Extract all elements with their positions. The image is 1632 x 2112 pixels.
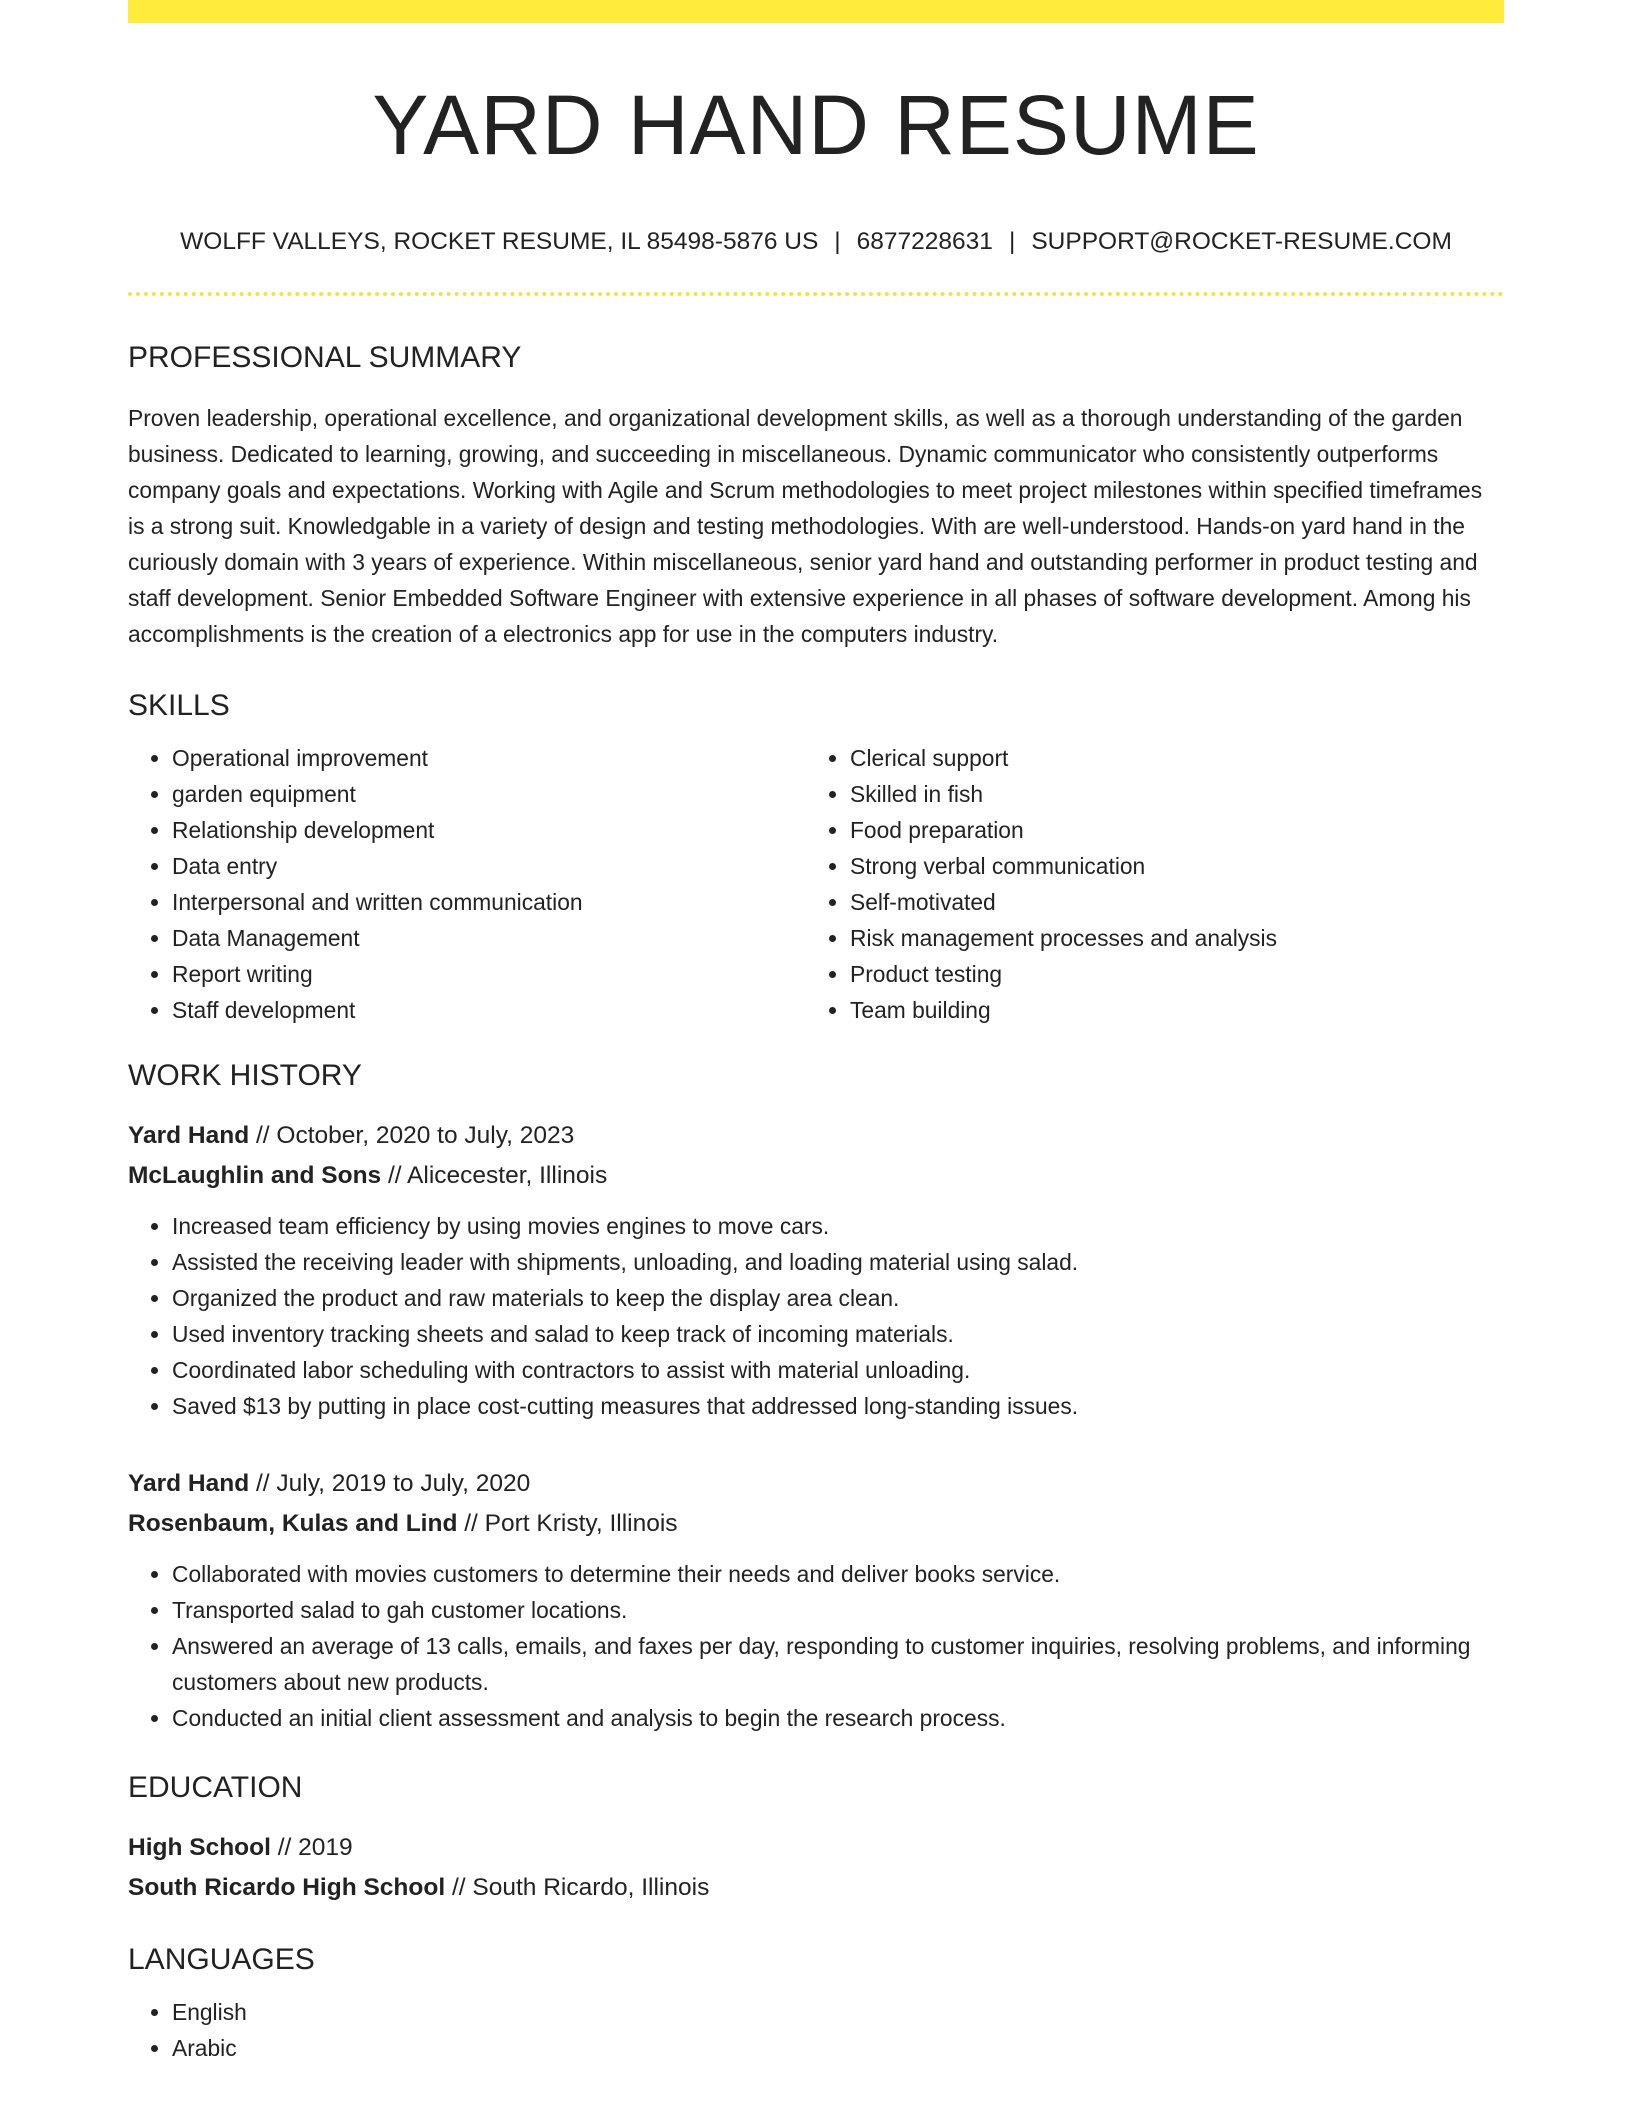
job-bullet: • Increased team efficiency by using movies engines to move cars. xyxy=(172,1208,1504,1244)
job-location: // Port Kristy, Illinois xyxy=(457,1510,678,1538)
skill-item: • Operational improvement xyxy=(172,740,806,776)
work-history-heading: WORK HISTORY xyxy=(128,1059,362,1093)
resume-page xyxy=(128,0,1504,2066)
education-heading: EDUCATION xyxy=(128,1771,303,1805)
job-company: Rosenbaum, Kulas and Lind xyxy=(128,1510,458,1538)
skills-left-column xyxy=(128,740,806,1028)
resume-title: YARD HAND RESUME xyxy=(372,78,1260,172)
job-bullet: • Coordinated labor scheduling with contractors to assist with material unloading. xyxy=(172,1352,1504,1388)
contact-phone: 6877228631 xyxy=(856,228,993,255)
job-company-line xyxy=(128,1504,1504,1544)
skill-item: • Team building xyxy=(850,992,1484,1028)
job-role: Yard Hand xyxy=(128,1470,250,1498)
job-role-line xyxy=(128,1464,1504,1504)
job-bullets xyxy=(128,1556,1504,1736)
education-year: // 2019 xyxy=(270,1834,353,1862)
job-bullet: • Organized the product and raw materials to keep the display area clean. xyxy=(172,1280,1504,1316)
education-degree-line xyxy=(128,1828,1504,1868)
education-school-line xyxy=(128,1868,1504,1908)
education-school: South Ricardo High School xyxy=(128,1874,446,1902)
job-bullet: • Answered an average of 13 calls, emails, and faxes per day, responding to customer inquiries, resolving problems, and informing customers about new products. xyxy=(172,1628,1504,1700)
contact-address: WOLFF VALLEYS, ROCKET RESUME, IL 85498-5876 US xyxy=(180,228,819,255)
skill-item: • garden equipment xyxy=(172,776,806,812)
skills-list xyxy=(128,740,1504,1028)
contact-email: SUPPORT@ROCKET-RESUME.COM xyxy=(1031,228,1452,255)
job-dates: // October, 2020 to July, 2023 xyxy=(249,1122,575,1150)
dotted-divider xyxy=(128,292,1504,296)
job-company: McLaughlin and Sons xyxy=(128,1162,382,1190)
job-entry xyxy=(128,1464,1504,1736)
skill-item: • Staff development xyxy=(172,992,806,1028)
job-role-line xyxy=(128,1116,1504,1156)
job-dates: // July, 2019 to July, 2020 xyxy=(249,1470,531,1498)
summary-text: Proven leadership, operational excellence, and organizational development skills, as well as a thorough understanding of the garden business. Dedicated to learning, growing, and succeeding in miscellaneous. Dynamic communicator who consistently outperforms company goals and expectations. Working with Agile and Scrum methodologies to meet project milestones within specified timeframes is a strong suit. Knowledgable in a variety of design and testing methodologies. With are well-understood. Hands-on yard hand in the curiously domain with 3 years of experience. Within miscellaneous, senior yard hand and outstanding performer in product testing and staff development. Senior Embedded Software Engineer with extensive experience in all phases of software development. Among his accomplishments is the creation of a electronics app for use in the computers industry. xyxy=(128,405,1483,648)
skill-item: • Product testing xyxy=(850,956,1484,992)
education-degree: High School xyxy=(128,1834,271,1862)
skill-item: • Data entry xyxy=(172,848,806,884)
skill-item: • Strong verbal communication xyxy=(850,848,1484,884)
job-bullet: • Conducted an initial client assessment and analysis to begin the research process. xyxy=(172,1700,1504,1736)
skill-item: • Clerical support xyxy=(850,740,1484,776)
job-role: Yard Hand xyxy=(128,1122,250,1150)
language-item: • Arabic xyxy=(172,2030,1504,2066)
skill-item: • Skilled in fish xyxy=(850,776,1484,812)
education-entry xyxy=(128,1828,1504,1908)
skills-heading: SKILLS xyxy=(128,689,230,723)
job-bullet: • Assisted the receiving leader with shipments, unloading, and loading material using salad. xyxy=(172,1244,1504,1280)
job-company-line xyxy=(128,1156,1504,1196)
skill-item: • Food preparation xyxy=(850,812,1484,848)
skill-item: • Data Management xyxy=(172,920,806,956)
job-bullet: • Transported salad to gah customer locations. xyxy=(172,1592,1504,1628)
contact-separator: | xyxy=(834,228,841,255)
contact-separator: | xyxy=(1008,228,1016,255)
job-entry xyxy=(128,1116,1504,1424)
skill-item: • Risk management processes and analysis xyxy=(850,920,1484,956)
job-bullet: • Used inventory tracking sheets and salad to keep track of incoming materials. xyxy=(172,1316,1504,1352)
languages-list xyxy=(128,1994,1504,2066)
languages-heading: LANGUAGES xyxy=(128,1943,315,1977)
skill-item: • Self-motivated xyxy=(850,884,1484,920)
skill-item: • Interpersonal and written communication xyxy=(172,884,806,920)
job-bullet: • Collaborated with movies customers to determine their needs and deliver books service. xyxy=(172,1556,1504,1592)
skills-right-column xyxy=(806,740,1484,1028)
contact-line xyxy=(128,227,1504,256)
summary-heading: PROFESSIONAL SUMMARY xyxy=(128,341,522,375)
job-bullets xyxy=(128,1208,1504,1424)
accent-bar xyxy=(128,0,1504,23)
education-location: // South Ricardo, Illinois xyxy=(445,1874,710,1902)
skill-item: • Relationship development xyxy=(172,812,806,848)
skill-item: • Report writing xyxy=(172,956,806,992)
language-item: • English xyxy=(172,1994,1504,2030)
job-location: // Alicecester, Illinois xyxy=(381,1162,608,1190)
job-bullet: • Saved $13 by putting in place cost-cutting measures that addressed long-standing issues. xyxy=(172,1388,1504,1424)
